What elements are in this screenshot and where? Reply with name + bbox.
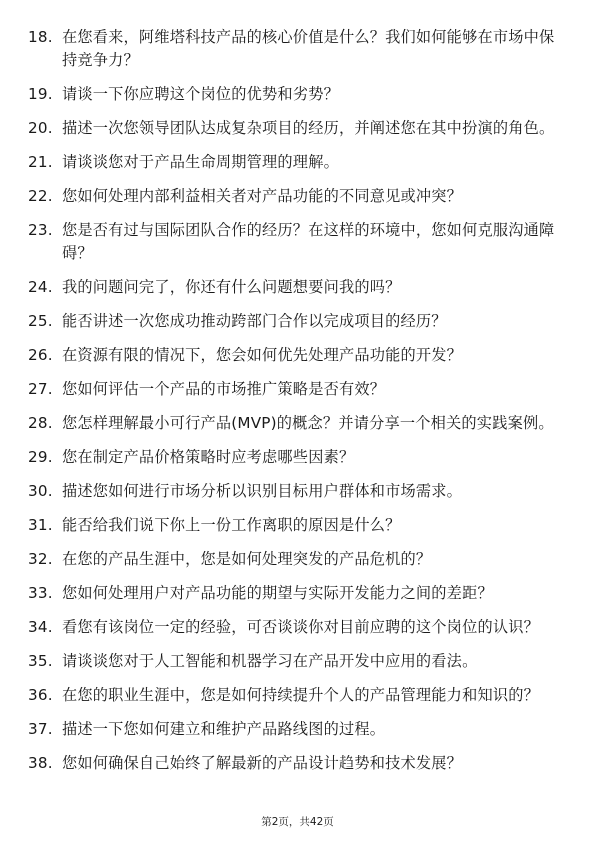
question-number: 22. (28, 187, 53, 205)
question-number: 19. (28, 85, 53, 103)
question-item (28, 83, 568, 106)
question-item (28, 514, 568, 537)
question-number: 31. (28, 516, 53, 534)
question-text: 请谈一下你应聘这个岗位的优势和劣势？ (62, 85, 339, 103)
question-item (28, 684, 568, 707)
question-text: 在资源有限的情况下，您会如何优先处理产品功能的开发？ (62, 346, 463, 364)
question-item (28, 548, 568, 571)
question-text: 能否讲述一次您成功推动跨部门合作以完成项目的经历？ (62, 312, 447, 330)
question-item (28, 26, 568, 72)
question-text: 您如何处理用户对产品功能的期望与实际开发能力之间的差距？ (62, 584, 493, 602)
question-text: 描述一下您如何建立和维护产品路线图的过程。 (62, 720, 386, 738)
question-text: 在您看来，阿维塔科技产品的核心价值是什么？我们如何能够在市场中保持竞争力？ (62, 28, 555, 69)
question-number: 33. (28, 584, 53, 602)
question-number: 25. (28, 312, 53, 330)
question-item (28, 480, 568, 503)
question-text: 在您的产品生涯中，您是如何处理突发的产品危机的？ (62, 550, 432, 568)
question-item (28, 219, 568, 265)
question-list (28, 26, 568, 786)
question-number: 18. (28, 28, 53, 46)
question-number: 24. (28, 278, 53, 296)
question-text: 您如何评估一个产品的市场推广策略是否有效？ (62, 380, 386, 398)
question-item (28, 752, 568, 775)
question-number: 38. (28, 754, 53, 772)
question-item (28, 310, 568, 333)
question-number: 21. (28, 153, 53, 171)
question-text: 我的问题问完了，你还有什么问题想要问我的吗？ (62, 278, 401, 296)
question-item (28, 117, 568, 140)
question-text: 您如何确保自己始终了解最新的产品设计趋势和技术发展？ (62, 754, 463, 772)
question-number: 23. (28, 221, 53, 239)
question-text: 看您有该岗位一定的经验，可否谈谈你对目前应聘的这个岗位的认识？ (62, 618, 540, 636)
question-number: 34. (28, 618, 53, 636)
question-item (28, 718, 568, 741)
question-number: 26. (28, 346, 53, 364)
question-text: 您在制定产品价格策略时应考虑哪些因素？ (62, 448, 355, 466)
question-number: 36. (28, 686, 53, 704)
question-item (28, 344, 568, 367)
question-number: 32. (28, 550, 53, 568)
question-text: 您如何处理内部利益相关者对产品功能的不同意见或冲突？ (62, 187, 463, 205)
question-number: 35. (28, 652, 53, 670)
question-item (28, 276, 568, 299)
page-number-label: 第2页，共42页 (261, 816, 334, 828)
question-item (28, 582, 568, 605)
question-item (28, 446, 568, 469)
question-number: 27. (28, 380, 53, 398)
question-number: 20. (28, 119, 53, 137)
question-item (28, 378, 568, 401)
question-item (28, 650, 568, 673)
question-item (28, 151, 568, 174)
question-number: 37. (28, 720, 53, 738)
page-footer (0, 815, 595, 829)
question-text: 请谈谈您对于产品生命周期管理的理解。 (62, 153, 339, 171)
question-text: 描述您如何进行市场分析以识别目标用户群体和市场需求。 (62, 482, 463, 500)
question-text: 在您的职业生涯中，您是如何持续提升个人的产品管理能力和知识的？ (62, 686, 540, 704)
question-item (28, 616, 568, 639)
question-text: 您是否有过与国际团队合作的经历？在这样的环境中，您如何克服沟通障碍？ (62, 221, 555, 262)
question-number: 30. (28, 482, 53, 500)
question-item (28, 185, 568, 208)
question-text: 能否给我们说下你上一份工作离职的原因是什么？ (62, 516, 401, 534)
question-number: 28. (28, 414, 53, 432)
question-text: 您怎样理解最小可行产品(MVP)的概念？并请分享一个相关的实践案例。 (62, 414, 554, 432)
question-item (28, 412, 568, 435)
question-text: 描述一次您领导团队达成复杂项目的经历，并阐述您在其中扮演的角色。 (62, 119, 555, 137)
question-number: 29. (28, 448, 53, 466)
question-text: 请谈谈您对于人工智能和机器学习在产品开发中应用的看法。 (62, 652, 478, 670)
